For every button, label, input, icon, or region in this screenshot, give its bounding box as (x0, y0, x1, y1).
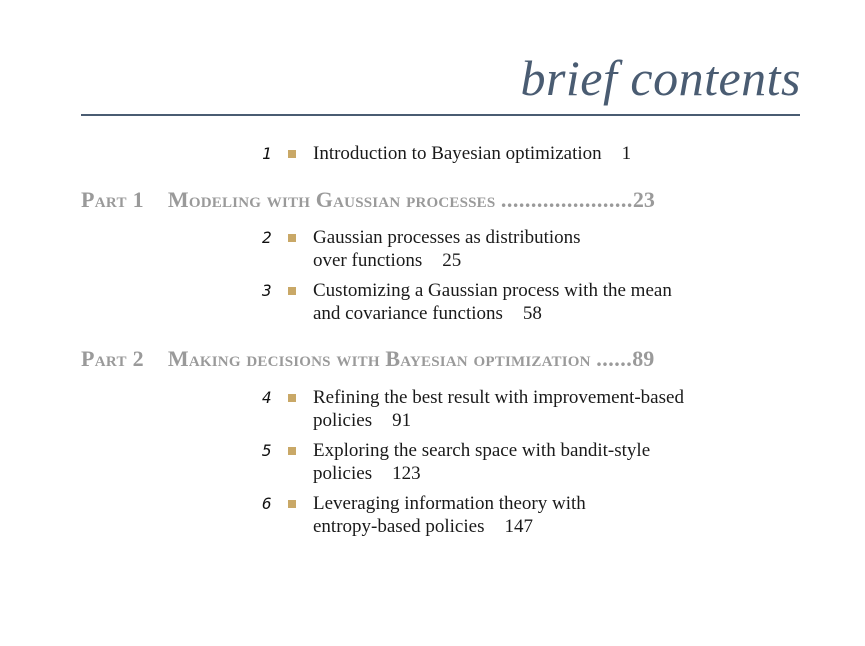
chapter-page-number: 25 (442, 250, 462, 271)
bullet-square-icon (288, 287, 296, 295)
chapter-title (313, 492, 753, 538)
chapter-title-line: policies (313, 410, 373, 431)
chapter-page-number: 1 (621, 143, 632, 164)
bullet-square-icon (288, 500, 296, 508)
bullet-square-icon (288, 234, 296, 242)
chapter-number: 6 (262, 494, 272, 513)
chapter-number: 4 (262, 388, 272, 407)
chapter-title-line: entropy-based policies (313, 516, 485, 537)
chapter-title (313, 279, 753, 325)
chapter-page-number: 91 (392, 410, 412, 431)
chapter-page-number: 58 (522, 303, 542, 324)
chapter-title-line: Introduction to Bayesian optimization (313, 143, 602, 164)
part-title: Making decisions with Bayesian optimization (167, 346, 591, 371)
chapter-title (313, 439, 753, 485)
part-label: Part 1 (81, 187, 144, 212)
chapter-title (313, 386, 753, 432)
chapter-title-line: and covariance functions (313, 303, 503, 324)
chapter-title-line: Exploring the search space with bandit-style (313, 440, 651, 461)
chapter-page-number: 123 (392, 463, 421, 484)
part-page-number: 23 (632, 187, 655, 212)
chapter-page-number: 147 (504, 516, 533, 537)
chapter-title-line: policies (313, 463, 373, 484)
chapter-title-line: Leveraging information theory with (313, 493, 586, 514)
chapter-title-line: Customizing a Gaussian process with the mean (313, 280, 672, 301)
bullet-square-icon (288, 447, 296, 455)
chapter-number: 5 (262, 441, 272, 460)
chapter-title (313, 226, 753, 272)
part-leader-dots: ...................... (500, 187, 633, 212)
part-page-number: 89 (632, 346, 655, 371)
part-title: Modeling with Gaussian processes (167, 187, 496, 212)
chapter-title-line: over functions (313, 250, 423, 271)
chapter-title (313, 142, 753, 165)
toc-part-1[interactable] (81, 187, 781, 213)
chapter-number: 2 (262, 228, 272, 247)
bullet-square-icon (288, 394, 296, 402)
title-rule (81, 114, 800, 116)
bullet-square-icon (288, 150, 296, 158)
part-label: Part 2 (81, 346, 144, 371)
chapter-number: 1 (262, 144, 272, 163)
chapter-title-line: Refining the best result with improvement-based (313, 387, 684, 408)
toc-part-2[interactable] (81, 346, 781, 372)
chapter-number: 3 (262, 281, 272, 300)
chapter-title-line: Gaussian processes as distributions (313, 227, 581, 248)
page-title: brief contents (520, 50, 801, 106)
part-leader-dots: ...... (596, 346, 633, 371)
